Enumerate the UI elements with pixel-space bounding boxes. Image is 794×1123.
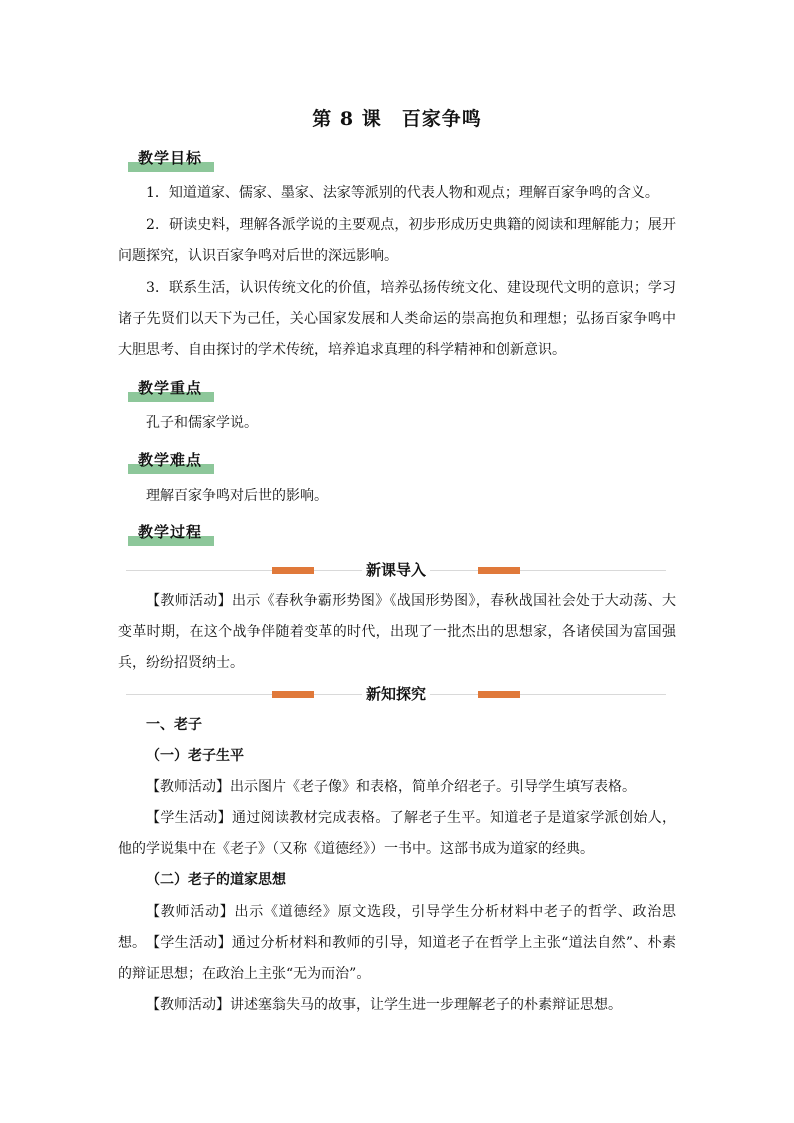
divider-heading [126, 560, 666, 580]
intro-paragraph: 【教师活动】出示《春秋争霸形势图》《战国形势图》，春秋战国社会处于大动荡、大变革时期，在这个战争伴随着变革的时代，出现了一批杰出的思想家，各诸侯国为富国强兵，纷纷招贤纳士。 [118, 593, 676, 671]
section-label: 教学过程 [138, 523, 203, 541]
sub-heading-life: （一）老子生平 [146, 748, 244, 764]
divider-heading [126, 684, 666, 704]
teacher-activity-3: 【教师活动】讲述塞翁失马的故事，让学生进一步理解老子的朴素辩证思想。 [146, 997, 622, 1013]
key-points-text: 孔子和儒家学说。 [146, 415, 258, 431]
student-activity-1: 【学生活动】通过阅读教材完成表格。了解老子生平。知道老子是道家学派创始人，他的学说集中在《老子》（又称《道德经》）一书中。这部书成为道家的经典。 [118, 810, 676, 857]
section-tag-key-points [128, 378, 214, 402]
objective-item-1: 1．知道道家、儒家、墨家、法家等派别的代表人物和观点；理解百家争鸣的含义。 [146, 185, 659, 201]
section-label: 教学目标 [138, 149, 203, 167]
lesson-title: 第 8 课 百家争鸣 [312, 108, 482, 130]
sub-heading-thought: （二）老子的道家思想 [146, 872, 286, 888]
intro-heading: 新课导入 [362, 561, 430, 579]
student-activity-2: 【学生活动】通过分析材料和教师的引导，知道老子在哲学上主张“道法自然”、朴素的辩证思想；在政治上主张“无为而治”。 [118, 935, 676, 982]
objective-item-3: 3．联系生活，认识传统文化的价值，培养弘扬传统文化、建设现代文明的意识；学习诸子先贤们以天下为己任，关心国家发展和人类命运的崇高抱负和理想；弘扬百家争鸣中大胆思考、自由探讨的学术传统，培养追求真理的科学精神和创新意识。 [118, 280, 676, 358]
section-label: 教学难点 [138, 451, 203, 469]
part-heading-laozi: 一、老子 [146, 717, 202, 733]
section-tag-difficulties [128, 450, 214, 474]
section-tag-process [128, 522, 214, 546]
explore-heading: 新知探究 [362, 685, 430, 703]
section-tag-objectives [128, 148, 214, 172]
objective-item-2: 2．研读史料，理解各派学说的主要观点，初步形成历史典籍的阅读和理解能力；展开问题探究，认识百家争鸣对后世的深远影响。 [118, 217, 676, 264]
teacher-activity-1: 【教师活动】出示图片《老子像》和表格，简单介绍老子。引导学生填写表格。 [146, 779, 636, 795]
divider-intro [126, 560, 666, 580]
difficulties-text: 理解百家争鸣对后世的影响。 [146, 488, 328, 504]
teacher-activity-2: 【教师活动】出示《道德经》原文选段，引导学生分析材料中老子的哲学、政治思想。 [118, 904, 676, 951]
divider-explore [126, 684, 666, 704]
section-label: 教学重点 [138, 379, 203, 397]
